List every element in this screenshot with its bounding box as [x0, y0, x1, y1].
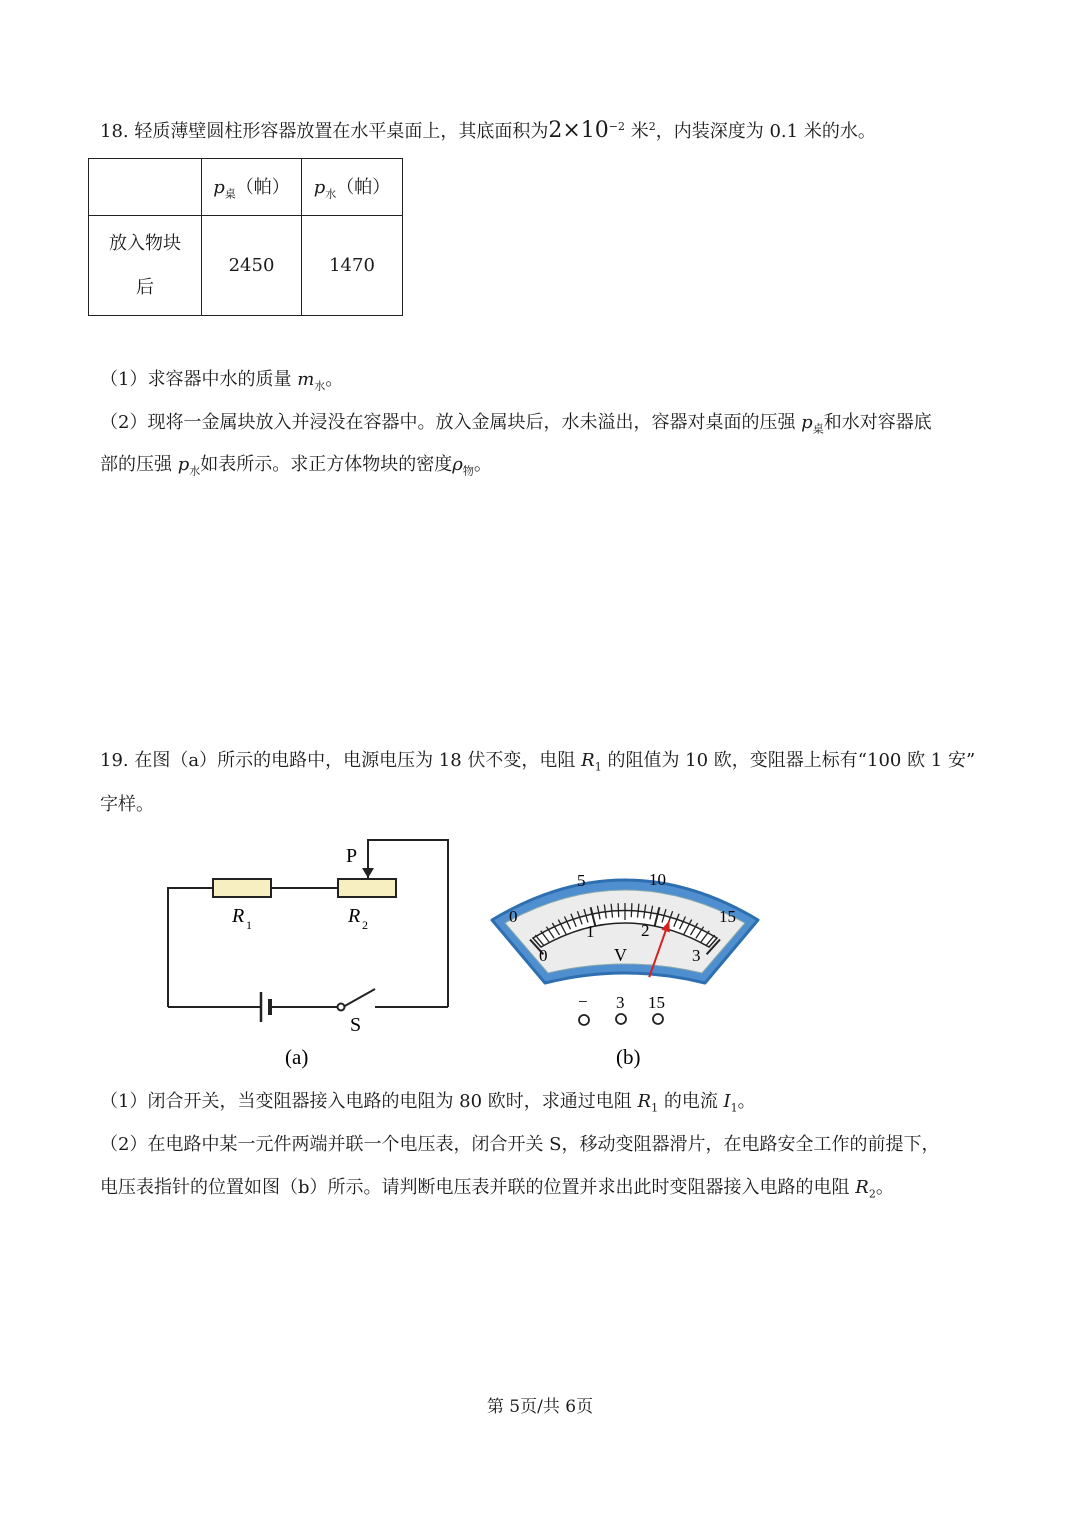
upper-scale-0: 0 — [509, 907, 518, 926]
q19-part1: （1）闭合开关，当变阻器接入电路的电阻为 80 欧时，求通过电阻 $R_1$ 的电流 $I_1$。 — [100, 1091, 756, 1115]
lower-scale-2: 2 — [641, 921, 650, 940]
scale-tick — [618, 903, 619, 917]
lower-scale-3: 3 — [692, 946, 701, 965]
table-cell-p-water: 1470 — [302, 216, 403, 316]
lower-scale-0: 0 — [539, 946, 548, 965]
voltmeter-diagram — [480, 855, 770, 1075]
r2-label: R — [348, 905, 361, 927]
switch-label: S — [350, 1014, 362, 1036]
q19-part2-line2: 电压表指针的位置如图（b）所示。请判断电压表并联的位置并求出此时变阻器接入电路的电阻 $R_2$。 — [100, 1177, 894, 1201]
terminal-3-label: 3 — [616, 993, 625, 1012]
resistor-r2 — [338, 879, 396, 897]
terminal-15 — [653, 1014, 663, 1024]
caption-a: (a) — [285, 1045, 309, 1069]
q19-line1: 19. 在图（a）所示的电路中，电源电压为 18 伏不变，电阻 $R_1$ 的阻值为 10 欧，变阻器上标有“100 欧 1 安” — [100, 750, 976, 774]
scale-tick — [631, 903, 632, 917]
q18-intro: 18. 轻质薄壁圆柱形容器放置在水平桌面上，其底面积为$2\times 10^{-2}$ 米$^2$，内装深度为 0.1 米的水。 — [100, 118, 876, 143]
switch-contact — [338, 1004, 345, 1011]
q18-part2-line2: 部的压强 $p_水$如表所示。求正方体物块的密度$\rho_物$。 — [100, 454, 492, 478]
terminal-minus — [579, 1015, 589, 1025]
resistor-r1 — [213, 879, 271, 897]
terminal-minus-label: − — [578, 992, 588, 1011]
upper-scale-15: 15 — [719, 907, 736, 926]
table-corner-cell — [89, 159, 202, 216]
wire-left-top — [168, 888, 213, 1007]
q18-part2-line1: （2）现将一金属块放入并浸没在容器中。放入金属块后，水未溢出，容器对桌面的压强 $p_桌$和水对容器底 — [100, 412, 932, 436]
lower-scale-1: 1 — [586, 922, 595, 941]
wire-slider-right — [368, 840, 448, 1007]
circuit-diagram — [150, 830, 470, 1070]
slider-label: P — [346, 845, 358, 867]
table-row-label: 放入物块 后 — [89, 216, 202, 316]
table-header-p-water: $p_水$（帕） — [302, 159, 403, 216]
page-footer: 第 5页/共 6页 — [486, 1397, 594, 1417]
terminal-3 — [616, 1014, 626, 1024]
slider-arrow — [362, 868, 374, 878]
r1-label: R — [232, 905, 245, 927]
q19-part2-line1: （2）在电路中某一元件两端并联一个电压表，闭合开关 S，移动变阻器滑片，在电路安全工作的前提下， — [100, 1134, 940, 1155]
switch-lever — [343, 989, 375, 1007]
q18-part1: （1）求容器中水的质量 $m_水$。 — [100, 369, 344, 393]
q19-line2: 字样。 — [100, 794, 154, 815]
caption-b: (b) — [616, 1045, 641, 1069]
r1-label-sub: 1 — [246, 918, 252, 932]
table-cell-p-desk: 2450 — [202, 216, 302, 316]
pressure-table — [88, 158, 403, 316]
table-header-p-desk: $p_桌$（帕） — [202, 159, 302, 216]
meter-unit: V — [614, 945, 627, 965]
r2-label-sub: 2 — [362, 918, 368, 932]
upper-scale-10: 10 — [649, 870, 666, 889]
upper-scale-5: 5 — [577, 871, 586, 890]
terminal-15-label: 15 — [648, 993, 665, 1012]
